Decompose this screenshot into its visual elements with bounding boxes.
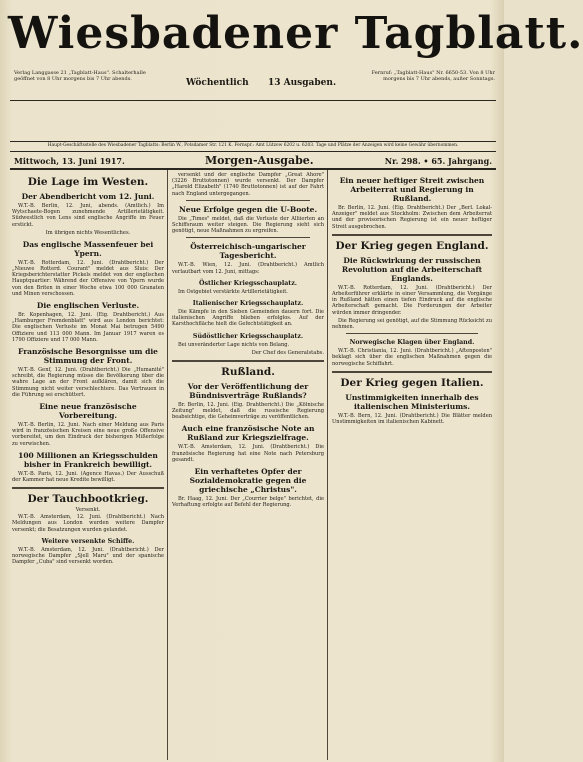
phone-info: Fernruf: „Tagblatt-Haus" Nr. 6650-53. Von 8 Uhr morgens bis 7 Uhr abends, außer Sonntags. <box>371 70 495 82</box>
subheadline: Östlicher Kriegsschauplatz. <box>199 279 297 287</box>
article-paragraph: Br. Haag, 12. Juni. Der „Courrier belge" berichtet, die Verhaftung erfolgte auf Befehl der Regierung. <box>172 496 324 509</box>
article-paragraph: versenkt und der englische Dampfer „Great Ahore" (3226 Bruttotonnen) wurde versenkt. Der Dampfer „Harold Elizabeth" (1740 Bruttotonnen) ist auf der Fahrt nach England untergegangen. <box>172 172 324 197</box>
edition-name: Morgen-Ausgabe. <box>205 154 314 167</box>
subheadline: Vor der Veröffentlichung der Bündnisverträge Rußlands? <box>187 381 309 400</box>
edition-frequency <box>168 68 348 100</box>
article-paragraph: W.T.-B. Berlin, 12. Juni, abends. (Amtlich.) Im Wytschaete-Bogen zunehmende Artillerietätigkeit. Südwestlich von Lens sind englische Angriffe im Feuer erstickt. <box>12 203 164 228</box>
subheadline: Auch eine französische Note an Rußland zur Kriegszielfrage. <box>181 424 315 443</box>
section-divider <box>12 487 164 489</box>
subheadline: Die Rückwirkung der russischen Revolution auf die Arbeiterschaft Englands. <box>341 255 483 283</box>
office-address: Haupt-Geschäftsstelle des Wiesbadener Tagblatts: Berlin W., Potsdamer Str. 121 K. Fernspr.: Amt Lützow 6202 u. 6203. Tage und Plätze der Anzeigen wird keine Gewähr übernommen. <box>47 143 459 148</box>
article-paragraph: W.T.-B. Rotterdam, 12. Juni. (Drahtbericht.) Der „Nieuwe Rotterd. Courant" meldet aus Sluis: Der Kriegsberichterstatter Pickels meldet von der englischen Hauptquartier: Während der Offensive von Ypern wurde von den Briten in einer Woche etwa 100 000 Granaten und Minen verschossen. <box>12 259 164 297</box>
divider <box>10 151 496 152</box>
article-note: Versenkt. <box>75 507 101 514</box>
article-paragraph: W.T.-B. Wien, 12. Juni. (Drahtbericht.) Amtlich verlautbart vom 12. Juni, mittags: <box>172 262 324 275</box>
subheadline: Weitere versenkte Schiffe. <box>41 537 135 545</box>
article-note: Im übrigen nichts Wesentliches. <box>45 229 131 236</box>
subheadline: Unstimmigkeiten innerhalb des italienischen Ministeriums. <box>345 392 479 411</box>
column-1 <box>12 172 164 758</box>
subheadline: Ein verhaftetes Opfer der Sozialdemokratie gegen die griechische „Christus". <box>189 467 307 495</box>
signature: Der Chef des Generalstabs. <box>251 349 324 356</box>
headline: Der Tauchbootkrieg. <box>27 493 149 506</box>
article-paragraph: W.T.-B. Bern, 12. Juni. (Drahtbericht.) Die Blätter melden Unstimmigkeiten im italienischen Kabinett. <box>332 412 492 426</box>
article-paragraph: W.T.-B. Genf, 12. Juni. (Drahtbericht.) Die „Humanité" schreibt, die Regierung müsse die Bevölkerung über die wahre Lage an der Front aufklären, damit sich die Stimmung nicht weiter verschlechtere. Das Vertrauen in die Führung sei erschüttert. <box>12 367 164 398</box>
article-paragraph: Br. Kopenhagen, 12. Juni. (Eig. Drahtbericht.) Aus „Hamburger Fremdenblatt" wird aus London berichtet: Die englischen Verluste im Monat Mai betrugen 5490 Offiziere und 113 000 Mann. Im Januar 1917 waren es 1790 Offiziere und 17 000 Mann. <box>12 312 164 343</box>
subheadline: Der Abendbericht vom 12. Juni. <box>21 192 155 201</box>
headline: Die Lage im Westen. <box>27 176 149 188</box>
subheadline: Neue Erfolge gegen die U-Boote. <box>178 204 318 214</box>
headline: Rußland. <box>221 365 275 378</box>
subheadline: Das englische Massenfeuer bei Ypern. <box>22 239 154 258</box>
article-paragraph: W.T.-B. Christiania, 12. Juni. (Drahtbericht.) „Aftenposten" beklagt sich über die englischen Maßnahmen gegen die norwegische Schiffahrt. <box>332 348 492 367</box>
divider <box>10 141 496 142</box>
column-rule <box>327 170 328 760</box>
subheadline: Südöstlicher Kriegsschauplatz. <box>192 332 304 340</box>
issue-date: Mittwoch, 13. Juni 1917. <box>14 156 125 166</box>
section-divider <box>172 360 324 362</box>
section-divider <box>332 371 492 373</box>
divider <box>10 100 496 101</box>
headline: Der Krieg gegen Italien. <box>340 376 484 389</box>
masthead-title: Wiesbadener Tagblatt. <box>8 8 583 59</box>
column-3 <box>332 172 492 758</box>
subheadline: Norwegische Klagen über England. <box>349 339 475 347</box>
article-paragraph: Bei unveränderter Lage nichts von Belang. <box>178 341 290 348</box>
section-divider <box>346 333 478 334</box>
article-paragraph: W.T.-B. Amsterdam, 12. Juni. (Drahtbericht.) Nach Meldungen aus London wurden weitere Dampfer versenkt; die Besatzungen wurden gelandet. <box>12 514 164 533</box>
column-2 <box>172 172 324 758</box>
weekly-label: Wöchentlich <box>186 78 249 88</box>
article-paragraph: W.T.-B. Paris, 12. Juni. (Agence Havas.) Der Ausschuß der Kammer hat neue Kredite bewilligt. <box>12 470 164 484</box>
subheadline: Italienischer Kriegsschauplatz. <box>192 300 304 308</box>
article-paragraph: W.T.-B. Berlin, 12. Juni. Nach einer Meldung aus Paris wird in französischen Kreisen eine neue große Offensive vorbereitet, um den Eindruck der bisherigen Mißerfolge zu verwischen. <box>12 422 164 447</box>
section-divider <box>332 234 492 236</box>
issue-number: Nr. 298. • 65. Jahrgang. <box>384 156 492 166</box>
subheadline: 100 Millionen an Kriegsschulden bisher in Frankreich bewilligt. <box>18 450 158 469</box>
article-paragraph: Die Kämpfe in den Sieben Gemeinden dauern fort. Die italienischen Angriffe blieben erfolglos. Auf der Karsthochfläche hielt die Gefechtstätigkeit an. <box>172 309 324 328</box>
masthead <box>8 4 583 64</box>
section-divider <box>186 237 310 238</box>
subheadline: Ein neuer heftiger Streit zwischen Arbeiterrat und Regierung in Rußland. <box>339 176 485 203</box>
divider <box>10 168 496 170</box>
subheadline: Die englischen Verluste. <box>36 301 140 311</box>
article-paragraph: W.T.-B. Rotterdam, 12. Juni. (Drahtbericht.) Der Arbeiterführer erklärte in einer Versammlung, die Vorgänge in Rußland hätten einen tiefen Eindruck auf die englische Arbeiterschaft gemacht. Die Forderungen der Arbeiter würden immer dringender. <box>332 284 492 316</box>
article-paragraph: Br. Berlin, 12. Juni. (Eig. Drahtbericht.) Der „Berl. Lokal-Anzeiger" meldet aus Stockholm: Zwischen dem Arbeiterrat und der provisorischen Regierung ist ein neuer heftiger Streit ausgebrochen. <box>332 205 492 230</box>
article-paragraph: W.T.-B. Amsterdam, 12. Juni. (Drahtbericht.) Der norwegische Dampfer „Sjell Maru" und der spanische Dampfer „Cuba" sind versenkt worden. <box>12 546 164 566</box>
subheadline: Österreichisch-ungarischer Tagesbericht. <box>190 242 306 261</box>
section-divider <box>186 200 310 201</box>
article-paragraph: Im Ostgebiet verstärkte Artillerietätigkeit. <box>178 288 288 295</box>
article-paragraph: Die „Times" meldet, daß die Verluste der Alliierten an Schiffsraum weiter steigen. Die Regierung sieht sich genötigt, neue Maßnahmen zu ergreifen. <box>172 215 324 235</box>
subheadline: Französische Besorgnisse um die Stimmung der Front. <box>18 347 158 366</box>
editions-count: 13 Ausgaben. <box>268 78 337 88</box>
subheadline: Eine neue französische Vorbereitung. <box>39 402 137 421</box>
article-paragraph: Die Regierung sei genötigt, auf die Stimmung Rücksicht zu nehmen. <box>332 317 492 331</box>
article-paragraph: Br. Berlin, 12. Juni. (Eig. Drahtbericht.) Die „Kölnische Zeitung" meldet, daß die russische Regierung beabsichtige, die Geheimverträge zu veröffentlichen. <box>172 401 324 421</box>
publisher-info: Verlag Langgasse 21 „Tagblatt-Haus". Schalterhalle geöffnet von 8 Uhr morgens bis 7 Uhr abends. <box>14 70 146 82</box>
article-paragraph: W.T.-B. Amsterdam, 12. Juni. (Drahtbericht.) Die französische Regierung hat eine Note nach Petersburg gesandt. <box>172 444 324 463</box>
headline: Der Krieg gegen England. <box>335 239 489 252</box>
column-rule <box>167 170 168 760</box>
